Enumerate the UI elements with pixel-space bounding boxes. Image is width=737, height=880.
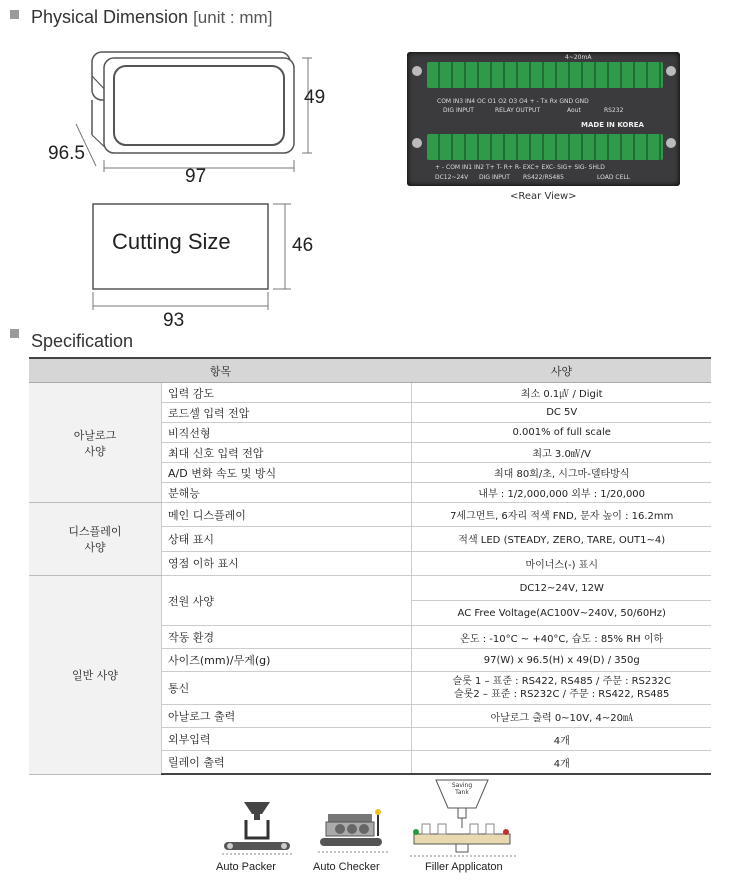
item-cell: 외부입력: [162, 728, 412, 751]
top-terminal-block: [427, 62, 663, 88]
value-cell: 마이너스(-) 표시: [412, 551, 711, 575]
value-cell: [412, 672, 711, 705]
bottom-terminal-block: [427, 134, 663, 160]
item-cell: 사이즈(mm)/무게(g): [162, 649, 412, 672]
item-cell: 로드셀 입력 전압: [162, 403, 412, 423]
table-row: [29, 383, 711, 403]
auto-checker-icon: [318, 808, 390, 858]
bottom-screw-left: [412, 138, 422, 148]
value-cell: 0.001% of full scale: [412, 423, 711, 443]
cutting-size-label: Cutting Size: [112, 229, 231, 254]
header-item: 항목: [29, 358, 412, 383]
rear-load-cell-label: LOAD CELL: [597, 174, 631, 181]
cutting-size-drawing: [85, 196, 300, 316]
value-cell: 97(W) x 96.5(H) x 49(D) / 350g: [412, 649, 711, 672]
top-screw-left: [412, 66, 422, 76]
value-cell: 4개: [412, 751, 711, 775]
section-bullet: [10, 10, 19, 19]
item-cell: 아날로그 출력: [162, 705, 412, 728]
cutting-height-label: 46: [292, 235, 314, 256]
rear-aout-label: Aout: [567, 107, 581, 114]
rear-dig-input-label: DIG INPUT: [443, 107, 474, 114]
value-line: 슬롯 1 – 표준 : RS422, RS485 / 주문 : RS232C: [452, 676, 671, 687]
item-cell: 전원 사양: [162, 576, 412, 626]
rear-rs232-label: RS232: [604, 107, 624, 114]
dimension-width-label: 97: [185, 166, 207, 187]
item-cell: 분해능: [162, 483, 412, 503]
app-label-auto-checker: Auto Checker: [313, 861, 380, 873]
app-label-filler-application: Filler Applicaton: [425, 861, 503, 873]
item-cell: 상태 표시: [162, 527, 412, 551]
category-general: 일반 사양: [29, 576, 162, 775]
bottom-screw-right: [666, 138, 676, 148]
dimension-unit: [unit : mm]: [193, 8, 273, 27]
value-cell: 온도 : -10°C ~ +40°C, 습도 : 85% RH 이하: [412, 626, 711, 649]
item-cell: 릴레이 출력: [162, 751, 412, 775]
saving-tank-label: Saving Tank: [451, 782, 473, 796]
dimension-height-label: 49: [304, 87, 326, 108]
item-cell: A/D 변화 속도 및 방식: [162, 463, 412, 483]
rear-view-caption: <Rear View>: [510, 191, 577, 202]
category-analog: 아날로그 사양: [29, 383, 162, 503]
table-row: [29, 503, 711, 527]
value-cell: AC Free Voltage(AC100V~240V, 50/60Hz): [412, 601, 711, 626]
rear-bottom-row-label: + - COM IN1 IN2 T+ T- R+ R- EXC+ EXC- SIG+ SIG- SHLD: [435, 164, 605, 171]
header-value: 사양: [412, 358, 711, 383]
rear-view-panel: [407, 52, 680, 186]
rear-analog-label: 4~20mA: [565, 54, 592, 61]
cutting-width-label: 93: [163, 310, 185, 331]
rear-relay-output-label: RELAY OUTPUT: [495, 107, 541, 114]
value-cell: 적색 LED (STEADY, ZERO, TARE, OUT1~4): [412, 527, 711, 551]
item-cell: 최대 신호 입력 전압: [162, 443, 412, 463]
rear-dc-label: DC12~24V: [435, 174, 469, 181]
dimension-depth-label: 96.5: [48, 143, 85, 164]
table-row: [29, 576, 711, 601]
item-cell: 비직선형: [162, 423, 412, 443]
item-cell: 영점 이하 표시: [162, 551, 412, 575]
value-cell: 내부 : 1/2,000,000 외부 : 1/20,000: [412, 483, 711, 503]
value-cell: DC12~24V, 12W: [412, 576, 711, 601]
item-cell: 입력 감도: [162, 383, 412, 403]
rear-made-in-label: MADE IN KOREA: [581, 121, 644, 129]
spec-table: [29, 357, 711, 775]
section-bullet: [10, 329, 19, 338]
category-display: 디스플레이 사양: [29, 503, 162, 576]
rear-top-row-label: COM IN3 IN4 OC O1 O2 O3 O4 + - Tx Rx GND GND: [437, 98, 589, 105]
value-cell: 7세그먼트, 6자리 적색 FND, 문자 높이 : 16.2mm: [412, 503, 711, 527]
value-cell: 최소 0.1㎶ / Digit: [412, 383, 711, 403]
section-title-dimension: [31, 7, 272, 28]
spec-title: Specification: [31, 331, 134, 351]
value-cell: 최고 3.0㎷/V: [412, 443, 711, 463]
value-cell: 최대 80회/초, 시그마-델타방식: [412, 463, 711, 483]
app-label-auto-packer: Auto Packer: [216, 861, 276, 873]
dimension-title: Physical Dimension: [31, 7, 189, 27]
item-cell: 통신: [162, 672, 412, 705]
top-screw-right: [666, 66, 676, 76]
item-cell: 작동 환경: [162, 626, 412, 649]
value-line: 슬롯2 – 표준 : RS232C / 주문 : RS422, RS485: [454, 689, 670, 700]
rear-dig-input2-label: DIG INPUT: [479, 174, 510, 181]
rear-rs422-label: RS422/RS485: [523, 174, 564, 181]
value-cell: DC 5V: [412, 403, 711, 423]
value-cell: 4개: [412, 728, 711, 751]
item-cell: 메인 디스플레이: [162, 503, 412, 527]
value-cell: 아날로그 출력 0~10V, 4~20㎃: [412, 705, 711, 728]
auto-packer-icon: [222, 800, 292, 858]
